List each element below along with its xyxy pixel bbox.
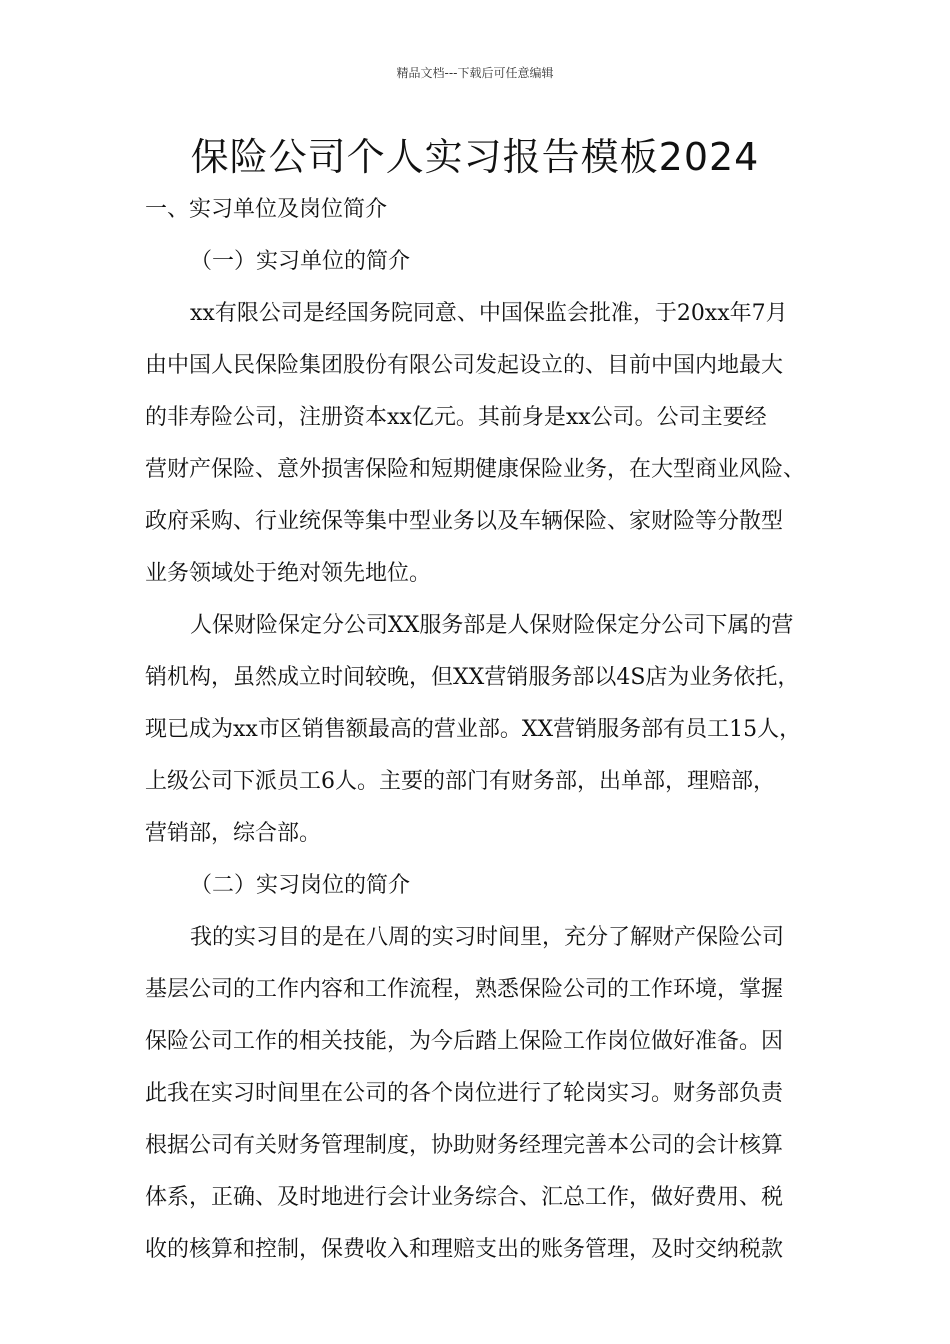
text-line: （一）实习单位的简介 bbox=[190, 249, 411, 274]
text-line: 根据公司有关财务管理制度，协助财务经理完善本公司的会计核算 bbox=[145, 1133, 784, 1158]
text-line: 此我在实习时间里在公司的各个岗位进行了轮岗实习。财务部负责 bbox=[145, 1081, 784, 1106]
text-line: 的非寿险公司，注册资本xx亿元。其前身是xx公司。公司主要经 bbox=[145, 405, 767, 430]
text-line: 业务领域处于绝对领先地位。 bbox=[145, 561, 432, 586]
text-line: 人保财险保定分公司XX服务部是人保财险保定分公司下属的营 bbox=[190, 613, 794, 638]
text-line: 营财产保险、意外损害保险和短期健康保险业务，在大型商业风险、 bbox=[145, 457, 806, 482]
text-line: 体系，正确、及时地进行会计业务综合、汇总工作，做好费用、税 bbox=[145, 1185, 784, 1210]
document-title: 保险公司个人实习报告模板2024 bbox=[190, 135, 760, 179]
text-line: 营销部，综合部。 bbox=[145, 821, 322, 846]
text-line: （二）实习岗位的简介 bbox=[190, 873, 411, 898]
text-line: 保险公司工作的相关技能，为今后踏上保险工作岗位做好准备。因 bbox=[145, 1029, 784, 1054]
text-line: 我的实习目的是在八周的实习时间里，充分了解财产保险公司 bbox=[190, 925, 785, 950]
document-body bbox=[145, 184, 835, 1276]
text-line: 上级公司下派员工6人。主要的部门有财务部，出单部，理赔部， bbox=[145, 769, 775, 794]
text-line: 现已成为xx市区销售额最高的营业部。XX营销服务部有员工15人， bbox=[145, 717, 802, 742]
text-line: 一、实习单位及岗位简介 bbox=[145, 197, 388, 222]
text-line: 政府采购、行业统保等集中型业务以及车辆保险、家财险等分散型 bbox=[145, 509, 784, 534]
text-line: 收的核算和控制，保费收入和理赔支出的账务管理，及时交纳税款 bbox=[145, 1237, 784, 1262]
text-line: 由中国人民保险集团股份有限公司发起设立的、目前中国内地最大 bbox=[145, 353, 784, 378]
text-line: 基层公司的工作内容和工作流程，熟悉保险公司的工作环境，掌握 bbox=[145, 977, 784, 1002]
text-line: xx有限公司是经国务院同意、中国保监会批准，于20xx年7月 bbox=[190, 301, 788, 326]
page-header: 精品文档---下载后可任意编辑 bbox=[396, 66, 554, 80]
text-line: 销机构，虽然成立时间较晚，但XX营销服务部以4S店为业务依托， bbox=[145, 665, 800, 690]
